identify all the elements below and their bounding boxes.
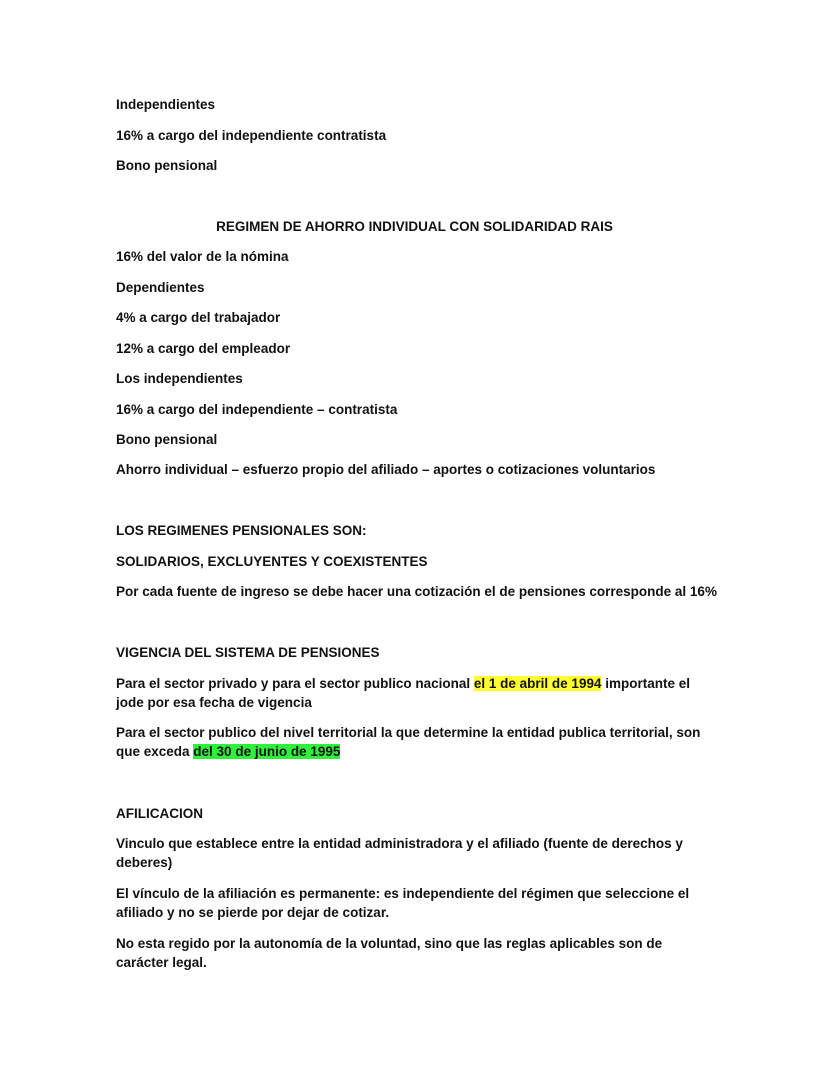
heading-vigencia: VIGENCIA DEL SISTEMA DE PENSIONES — [116, 645, 380, 660]
heading-afilicacion: AFILICACION — [116, 806, 203, 821]
text-fuente-ingreso: Por cada fuente de ingreso se debe hacer una cotización el de pensiones corresponde al 16% — [116, 584, 717, 599]
text-rais-line-7: Bono pensional — [116, 432, 218, 447]
text-rais-line-1: 16% del valor de la nómina — [116, 249, 289, 264]
heading-regimenes: LOS REGIMENES PENSIONALES SON: — [116, 523, 367, 538]
text-sector-territorial: Para el sector publico del nivel territorial la que determine la entidad publica territorial, son que exceda — [116, 725, 701, 759]
paragraph-sector-privado — [116, 674, 716, 712]
text-rais-line-4: 12% a cargo del empleador — [116, 341, 291, 356]
paragraph-vinculo-permanente: El vínculo de la afiliación es permanente: es independiente del régimen que seleccione el afiliado y no se pierde por dejar de cotizar. — [116, 886, 690, 920]
text-solidarios: SOLIDARIOS, EXCLUYENTES Y COEXISTENTES — [116, 554, 428, 569]
paragraph-sector-territorial — [116, 723, 716, 761]
text-independientes: Independientes — [116, 97, 216, 112]
heading-rais: REGIMEN DE AHORRO INDIVIDUAL CON SOLIDARIDAD RAIS — [216, 219, 613, 234]
text-rais-line-3: 4% a cargo del trabajador — [116, 310, 281, 325]
highlight-fecha-1994: el 1 de abril de 1994 — [473, 676, 602, 691]
paragraph-vinculo: Vinculo que establece entre la entidad administradora y el afiliado (fuente de derechos y deberes) — [116, 836, 683, 870]
text-rais-line-8: Ahorro individual – esfuerzo propio del afiliado – aportes o cotizaciones voluntarios — [116, 462, 656, 477]
text-sector-privado: Para el sector privado y para el sector publico nacional — [116, 676, 474, 691]
highlight-fecha-1995: del 30 de junio de 1995 — [193, 744, 341, 759]
text-rais-line-2: Dependientes — [116, 280, 205, 295]
text-rais-line-6: 16% a cargo del independiente – contratista — [116, 402, 398, 417]
paragraph-autonomia: No esta regido por la autonomía de la voluntad, sino que las reglas aplicables son de carácter legal. — [116, 936, 663, 970]
text-importante: importante el jode por esa fecha de vigencia — [116, 676, 690, 710]
text-bono-pensional: Bono pensional — [116, 158, 218, 173]
text-independiente-contratista: 16% a cargo del independiente contratista — [116, 128, 387, 143]
text-rais-line-5: Los independientes — [116, 371, 243, 386]
